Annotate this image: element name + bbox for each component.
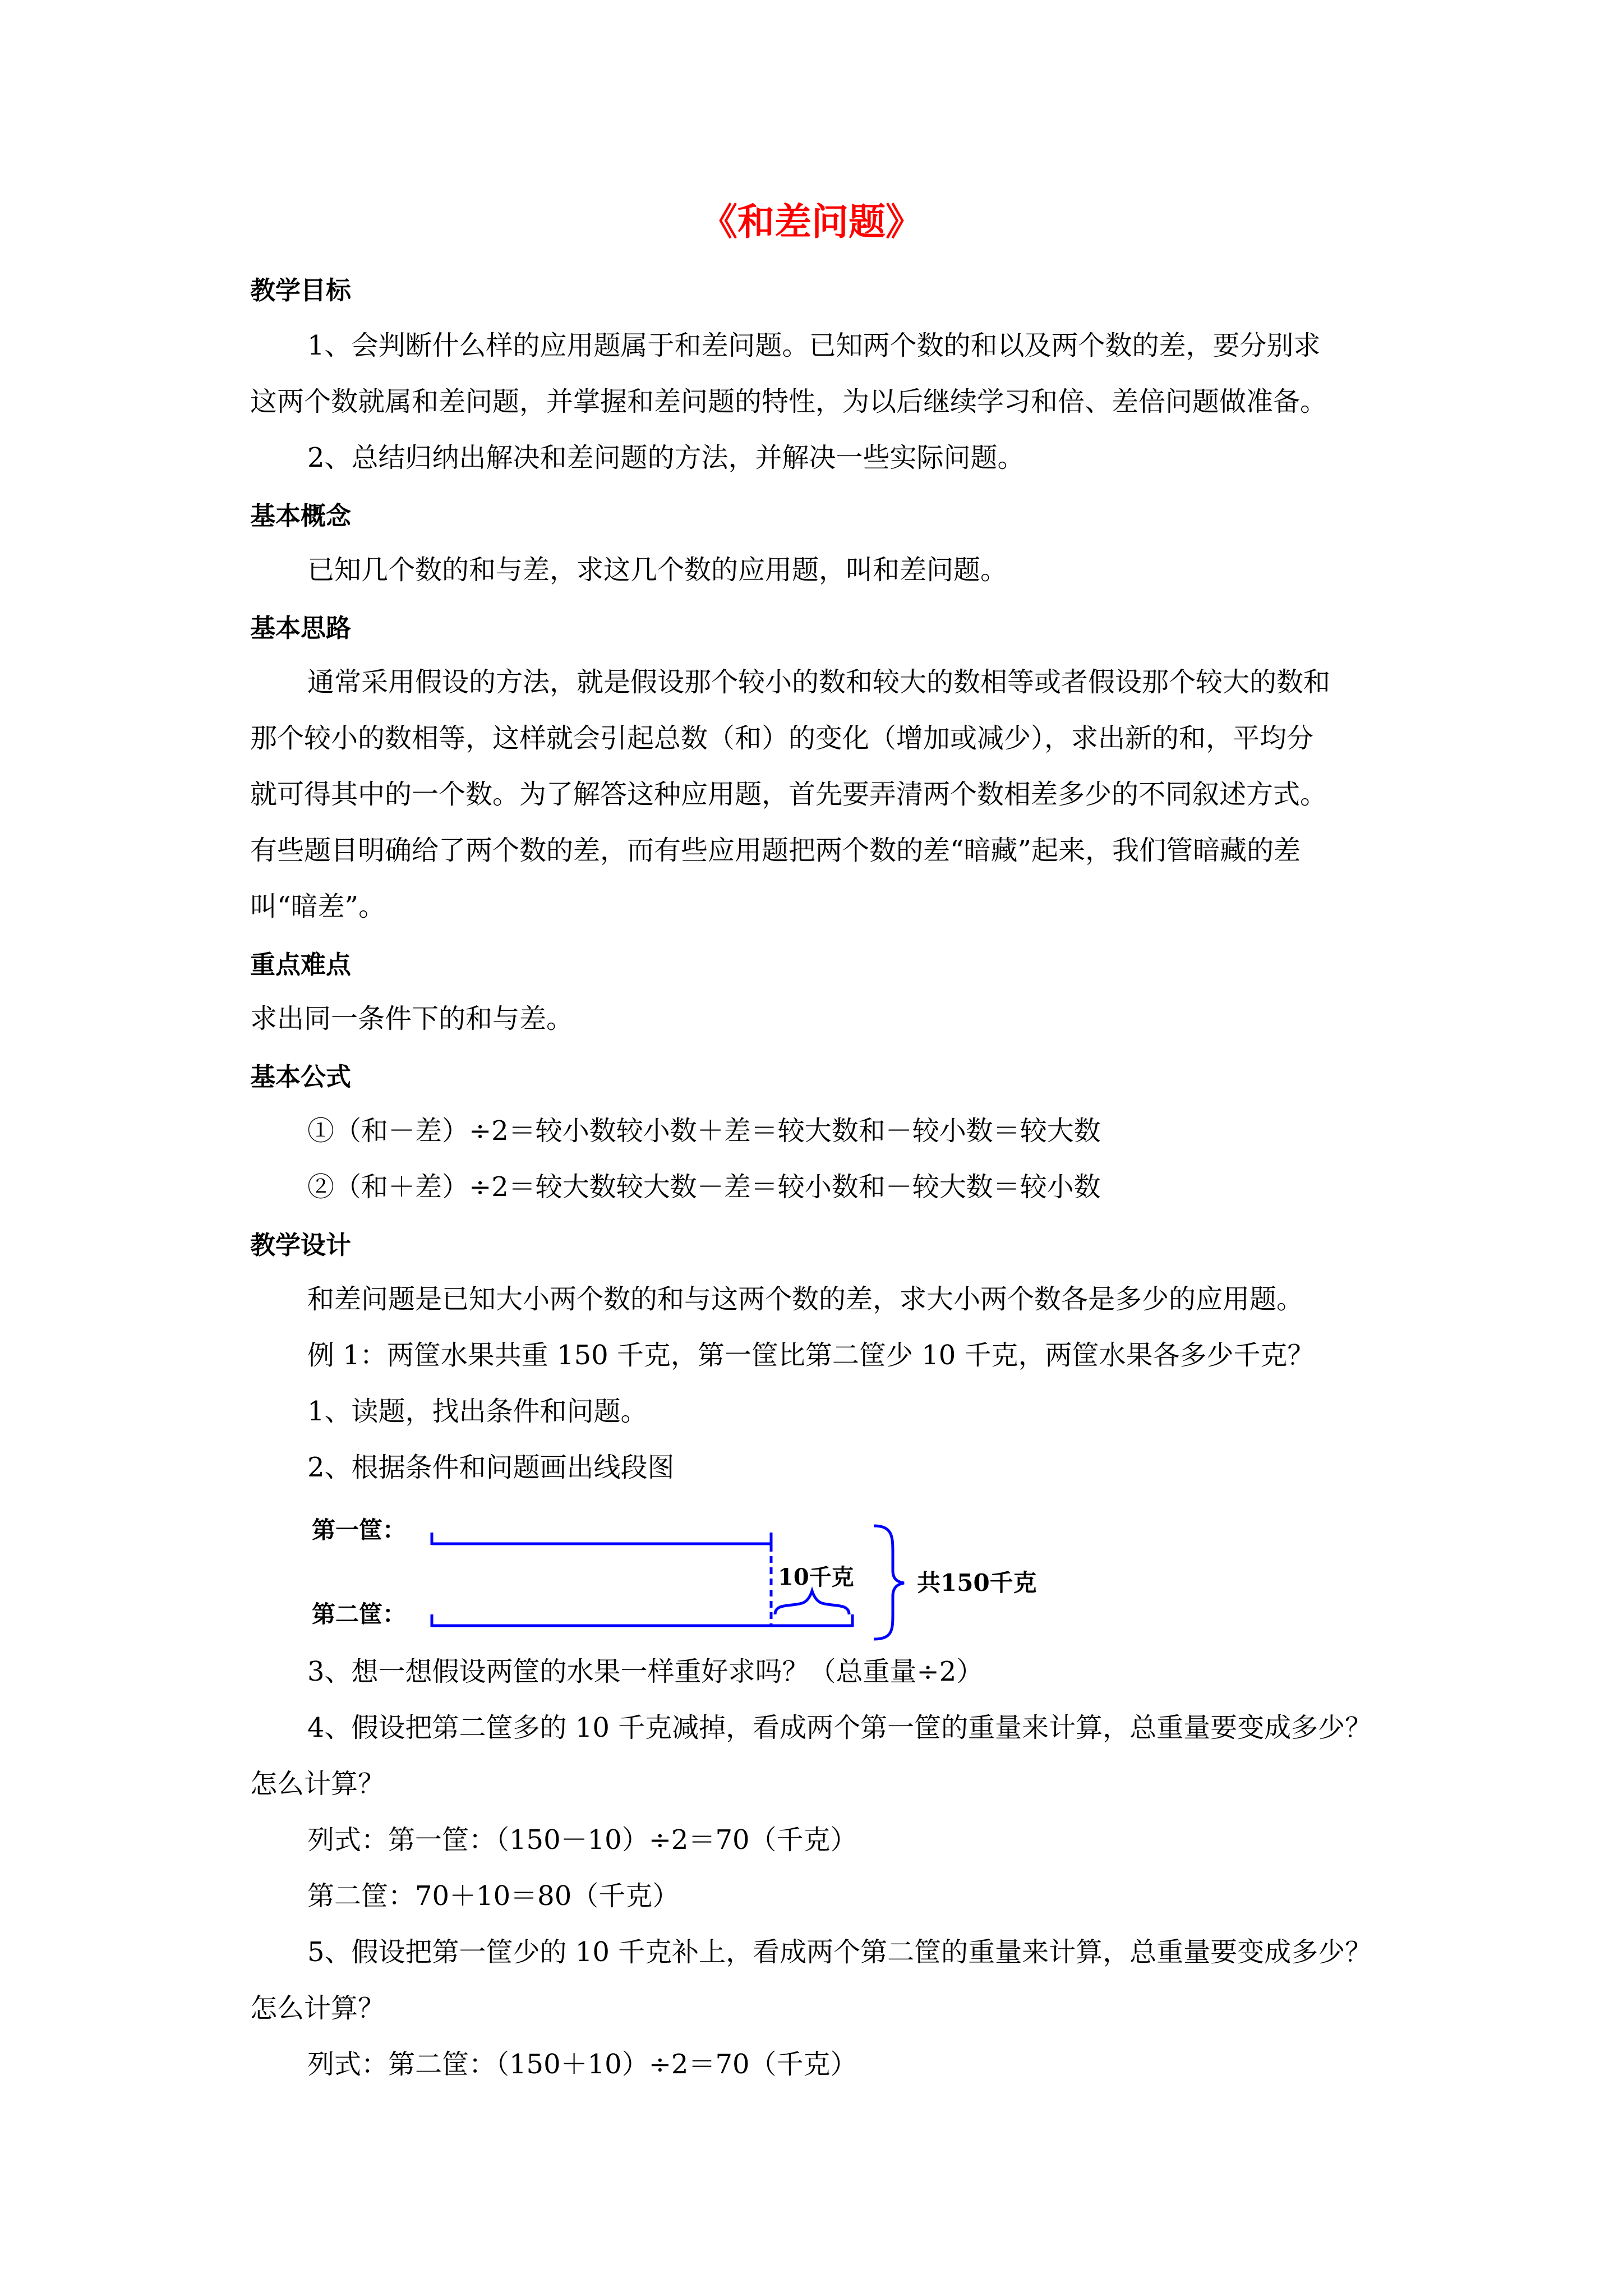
approach-line2: 那个较小的数相等，这样就会引起总数（和）的变化（增加或减少），求出新的和，平均分	[250, 723, 1314, 754]
heading-difficulty: 重点难点	[250, 950, 352, 979]
design-step3: 3、想一想假设两筐的水果一样重好求吗？（总重量÷2）	[307, 1656, 984, 1687]
calc-second-basket-alt: 列式：第二筐：（150＋10）÷2＝70（千克）	[307, 2049, 857, 2080]
calc-first-basket: 列式：第一筐：（150－10）÷2＝70（千克）	[307, 1824, 857, 1856]
heading-concept: 基本概念	[250, 501, 352, 531]
heading-design: 教学设计	[250, 1230, 352, 1260]
concept-text: 已知几个数的和与差，求这几个数的应用题，叫和差问题。	[307, 554, 1008, 586]
approach-line5: 叫“暗差”。	[250, 891, 386, 922]
line-segment-diagram	[303, 1492, 1088, 1660]
heading-objectives: 教学目标	[250, 275, 352, 305]
design-step5-line1: 5、假设把第一筐少的 10 千克补上，看成两个第二筐的重量来计算，总重量要变成多少？	[307, 1936, 1372, 1968]
approach-line3: 就可得其中的一个数。为了解答这种应用题，首先要弄清两个数相差多少的不同叙述方式。	[250, 779, 1327, 810]
page-title: 《和差问题》	[700, 200, 923, 243]
formula-2: ②（和＋差）÷2＝较大数较大数－差＝较小数和－较大数＝较小数	[307, 1171, 1101, 1203]
formula-1: ①（和－差）÷2＝较小数较小数＋差＝较大数和－较小数＝较大数	[307, 1115, 1101, 1147]
design-step4-line1: 4、假设把第二筐多的 10 千克减掉，看成两个第一筐的重量来计算，总重量要变成多少？	[307, 1712, 1372, 1743]
second-basket-segment	[432, 1614, 852, 1627]
difference-brace	[775, 1591, 849, 1614]
difficulty-text: 求出同一条件下的和与差。	[250, 1003, 574, 1034]
design-step4-line2: 怎么计算？	[250, 1768, 385, 1800]
first-basket-segment	[432, 1533, 771, 1545]
design-intro: 和差问题是已知大小两个数的和与这两个数的差，求大小两个数各是多少的应用题。	[307, 1283, 1304, 1315]
diagram-label-first: 第一筐：	[312, 1516, 407, 1544]
heading-formulas: 基本公式	[250, 1062, 352, 1092]
design-step1: 1、读题，找出条件和问题。	[307, 1396, 648, 1427]
objectives-p1-line2: 这两个数就属和差问题，并掌握和差问题的特性，为以后继续学习和倍、差倍问题做准备。	[250, 386, 1327, 417]
total-brace	[874, 1526, 904, 1639]
approach-line1: 通常采用假设的方法，就是假设那个较小的数和较大的数相等或者假设那个较大的数和	[307, 666, 1331, 698]
design-step5-line2: 怎么计算？	[250, 1993, 385, 2024]
diagram-label-second: 第二筐：	[312, 1600, 407, 1628]
calc-second-basket: 第二筐：70＋10＝80（千克）	[307, 1880, 680, 1912]
approach-line4: 有些题目明确给了两个数的差，而有些应用题把两个数的差“暗藏”起来，我们管暗藏的差	[250, 835, 1301, 866]
heading-approach: 基本思路	[250, 613, 352, 643]
total-label: 共150千克	[917, 1569, 1037, 1596]
objectives-p2: 2、总结归纳出解决和差问题的方法，并解决一些实际问题。	[307, 442, 1025, 473]
objectives-p1-line1: 1、会判断什么样的应用题属于和差问题。已知两个数的和以及两个数的差，要分别求	[307, 330, 1321, 361]
design-step2: 2、根据条件和问题画出线段图	[307, 1452, 675, 1483]
difference-label: 10千克	[778, 1564, 854, 1590]
design-example: 例 1：两筐水果共重 150 千克，第一筐比第二筐少 10 千克，两筐水果各多少千克？	[307, 1340, 1315, 1371]
